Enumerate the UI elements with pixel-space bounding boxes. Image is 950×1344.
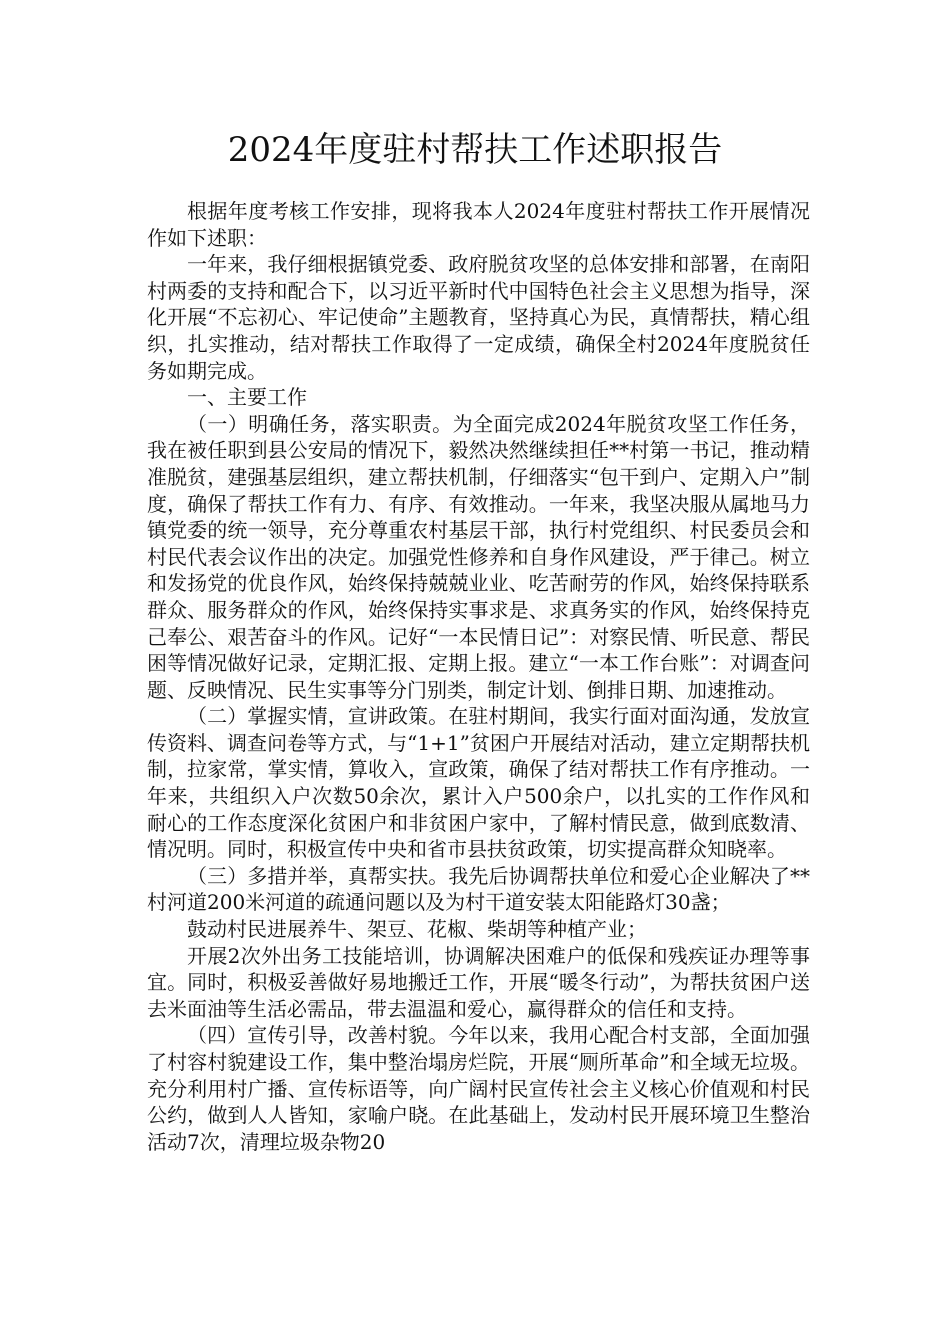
paragraph-task-3-industry: 鼓动村民进展养牛、架豆、花椒、柴胡等种植产业； — [187, 917, 647, 942]
paragraph-task-2: （二）掌握实情，宣讲政策。在驻村期间，我实行面对面沟通，发放宣传资料、调查问卷等方式，与“1+1”贫困户开展结对活动，建立定期帮扶机制，拉家常，掌实情，算收入，宣政策，确保了结对帮扶工作有序推动。一年来，共组织入户次数50余次，累计入户500余户，以扎实的工作作风和耐心的工作态度深化贫困户和非贫困户家中，了解村情民意，做到底数清、情况明。同时，积极宣传中央和省市县扶贫政策，切实提高群众知晓率。 — [147, 704, 810, 862]
paragraph-task-1: （一）明确任务，落实职责。为全面完成2024年脱贫攻坚工作任务，我在被任职到县公安局的情况下，毅然决然继续担任**村第一书记，推动精准脱贫，建强基层组织，建立帮扶机制，仔细落实“包干到户、定期入户”制度，确保了帮扶工作有力、有序、有效推动。一年来，我坚决服从属地马力镇党委的统一领导，充分尊重农村基层干部，执行村党组织、村民委员会和村民代表会议作出的决定。加强党性修养和自身作风建设，严于律己。树立和发扬党的优良作风，始终保持兢兢业业、吃苦耐劳的作风，始终保持联系群众、服务群众的作风，始终保持实事求是、求真务实的作风，始终保持克己奉公、艰苦奋斗的作风。记好“一本民情日记”：对察民情、听民意、帮民困等情况做好记录，定期汇报、定期上报。建立“一本工作台账”：对调查问题、反映情况、民生实事等分门别类，制定计划、倒排日期、加速推动。 — [147, 411, 810, 702]
paragraph-task-4: （四）宣传引导，改善村貌。今年以来，我用心配合村支部，全面加强了村容村貌建设工作，集中整治塌房烂院，开展“厕所革命”和全域无垃圾。充分利用村广播、宣传标语等，向广阔村民宣传社会主义核心价值观和村民公约，做到人人皆知，家喻户晓。在此基础上，发动村民开展环境卫生整治活动7次，清理垃圾杂物20 — [147, 1023, 810, 1154]
section-heading-main-work: 一、主要工作 — [187, 385, 307, 410]
paragraph-task-3-training: 开展2次外出务工技能培训，协调解决困难户的低保和残疾证办理等事宜。同时，积极妥善做好易地搬迁工作，开展“暖冬行动”，为帮扶贫困户送去米面油等生活必需品，带去温温和爱心，赢得群众的信任和支持。 — [147, 943, 810, 1021]
paragraph-overview: 一年来，我仔细根据镇党委、政府脱贫攻坚的总体安排和部署，在南阳村两委的支持和配合下，以习近平新时代中国特色社会主义思想为指导，深化开展“不忘初心、牢记使命”主题教育，坚持真心为民，真情帮扶，精心组织，扎实推动，结对帮扶工作取得了一定成绩，确保全村2024年度脱贫任务如期完成。 — [147, 252, 810, 383]
document-title: 2024年度驻村帮扶工作述职报告 — [227, 130, 723, 170]
paragraph-task-3: （三）多措并举，真帮实扶。我先后协调帮扶单位和爱心企业解决了**村河道200米河道的疏通问题以及为村干道安装太阳能路灯30盏； — [147, 863, 810, 915]
paragraph-intro: 根据年度考核工作安排，现将我本人2024年度驻村帮扶工作开展情况作如下述职： — [147, 199, 810, 250]
document-body — [147, 198, 810, 1155]
